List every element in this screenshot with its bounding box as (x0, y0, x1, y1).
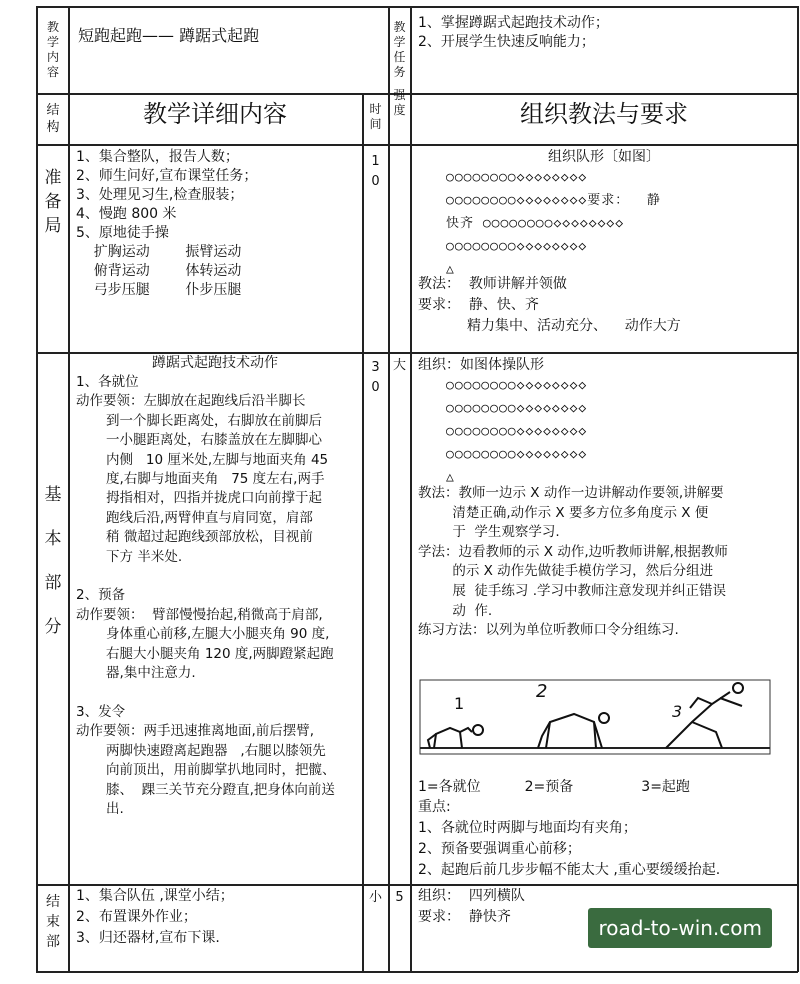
col-divider (68, 6, 70, 972)
structure-header: 结 构 (46, 103, 60, 135)
prep-method: 教法： 教师讲解并领做 要求： 静、快、齐 精力集中、活动充分、 动作大方 (418, 276, 681, 334)
method-header: 组织教法与要求 (520, 100, 688, 128)
basic-formation: ○○○○○○○○◇◇◇◇◇◇◇◇ ○○○○○○○○◇◇◇◇◇◇◇◇ ○○○○○○○○◇◇◇◇◇◇◇◇ ○○○○○○○○◇◇◇◇◇◇◇◇ △ (446, 378, 588, 485)
task-label: 教 学 任 务 (393, 20, 406, 79)
task-list (418, 14, 609, 52)
table-border-bottom (36, 971, 798, 973)
key-points: 重点: 1、各就位时两脚与地面均有夹角； 2、预备要强调重心前移； 2、起跑后前几步步幅不能太大 ,重心要缓缓抬起. (418, 799, 721, 878)
row-divider (36, 144, 798, 146)
intensity-header: 强 度 (393, 88, 406, 117)
figure-legend (418, 778, 690, 797)
legend-item: 2=预备 (524, 779, 574, 795)
figure-number: 2 (536, 681, 548, 702)
basic-org: 组织：如图体操队形 (418, 357, 544, 373)
start-sequence-figure (416, 678, 772, 762)
prep-time: 1 0 (371, 154, 380, 189)
end-items: 1、集合队伍 ,课堂小结； 2、布置课外作业； 3、归还器材,宣布下课. (76, 888, 234, 946)
end-method: 组织： 四列横队 要求： 静快齐 (418, 888, 525, 925)
basic-text: 1、各就位 动作要领：左脚放在起跑线后沿半脚长 到一个脚长距离处，右脚放在前脚后 一小腿距离处，右膝盖放在左脚脚心 内侧 10 厘米处,左脚与地面夹角 45 度,右脚与地面夹角 75 度左右,两手 拇指相对，四指并拢虎口向前撑于起 跑线后沿,两臂伸直与肩同宽，肩部 稍 微超过起跑线颈部放松，目视前 下方 半米处. 2、预备 动作要领： 臂部慢慢抬起,稍微高于肩部, 身体重心前移,左腿大小腿夹角 90 度, 右腿大小腿夹角 120 度,两脚蹬紧起跑 器,集中注意力. 3、发令 动作要领：两手迅速推离地面,前后摆臂, 两脚快速蹬离起跑器 ,右腿以膝领先 向前顶出，用前脚掌扒地同时，把髋、 膝、 踝三关节充分蹬直,把身体向前送 出. (76, 374, 336, 817)
content-label: 教 学 内 容 (46, 20, 59, 79)
col-divider (362, 94, 364, 972)
figure-number: 3 (672, 702, 683, 721)
prep-label: 准 备 局 (44, 168, 62, 236)
basic-title: 蹲踞式起跑技术动作 (152, 355, 278, 371)
task-item: 2、开展学生快速反响能力； (418, 34, 595, 50)
table-border-top (36, 6, 798, 8)
col-divider (36, 6, 38, 972)
end-label: 结 束 部 (46, 894, 60, 950)
on-your-marks-figure (428, 725, 483, 748)
legend-item: 1=各就位 (418, 779, 481, 795)
lesson-plan-table (36, 6, 798, 972)
basic-intensity: 大 (392, 358, 406, 373)
detail-header: 教学详细内容 (143, 100, 287, 128)
time-header: 时 间 (369, 102, 382, 131)
prep-items: 1、集合整队，报告人数； 2、师生问好,宣布课堂任务； 3、处理见习生,检查服装； 4、慢跑 800 米 5、原地徒手操 扩胸运动 振臂运动 俯背运动 体转运动 弓步压腿 仆步压腿 (76, 149, 258, 298)
prep-formation: ○○○○○○○○◇◇◇◇◇◇◇◇ ○○○○○○○○◇◇◇◇◇◇◇◇要求： 静 快齐 ○○○○○○○○◇◇◇◇◇◇◇◇ ○○○○○○○○◇◇◇◇◇◇◇◇ △ (446, 170, 661, 277)
lesson-content: 短跑起跑—— 蹲踞式起跑 (78, 26, 260, 45)
prep-org-title: 组织队形〔如图〕 (548, 149, 660, 165)
row-divider (36, 93, 798, 95)
get-set-figure (538, 713, 609, 748)
basic-time: 3 0 (371, 360, 380, 395)
task-item: 1、掌握蹲踞式起跑技术动作； (418, 15, 609, 31)
end-time: 5 (395, 890, 404, 905)
figure-number: 1 (454, 694, 465, 713)
basic-method: 教法：教师一边示 X 动作一边讲解动作要领,讲解要 清楚正确,动作示 X 要多方位多角度示 X 便 于 学生观察学习. 学法：边看教师的示 X 动作,边听教师讲解,根据教师 的示 X 动作先做徒手模仿学习，然后分组进 展 徒手练习 .学习中教师注意发现并纠正错误 动 作. 练习方法：以列为单位听教师口令分组练习. (418, 485, 728, 639)
col-divider (797, 6, 799, 972)
end-intensity: 小 (368, 890, 382, 905)
basic-label: 基 本 部 分 (44, 485, 62, 637)
watermark-badge: road-to-win.com (588, 908, 772, 948)
col-divider (388, 6, 390, 972)
legend-item: 3=起跑 (641, 779, 690, 795)
